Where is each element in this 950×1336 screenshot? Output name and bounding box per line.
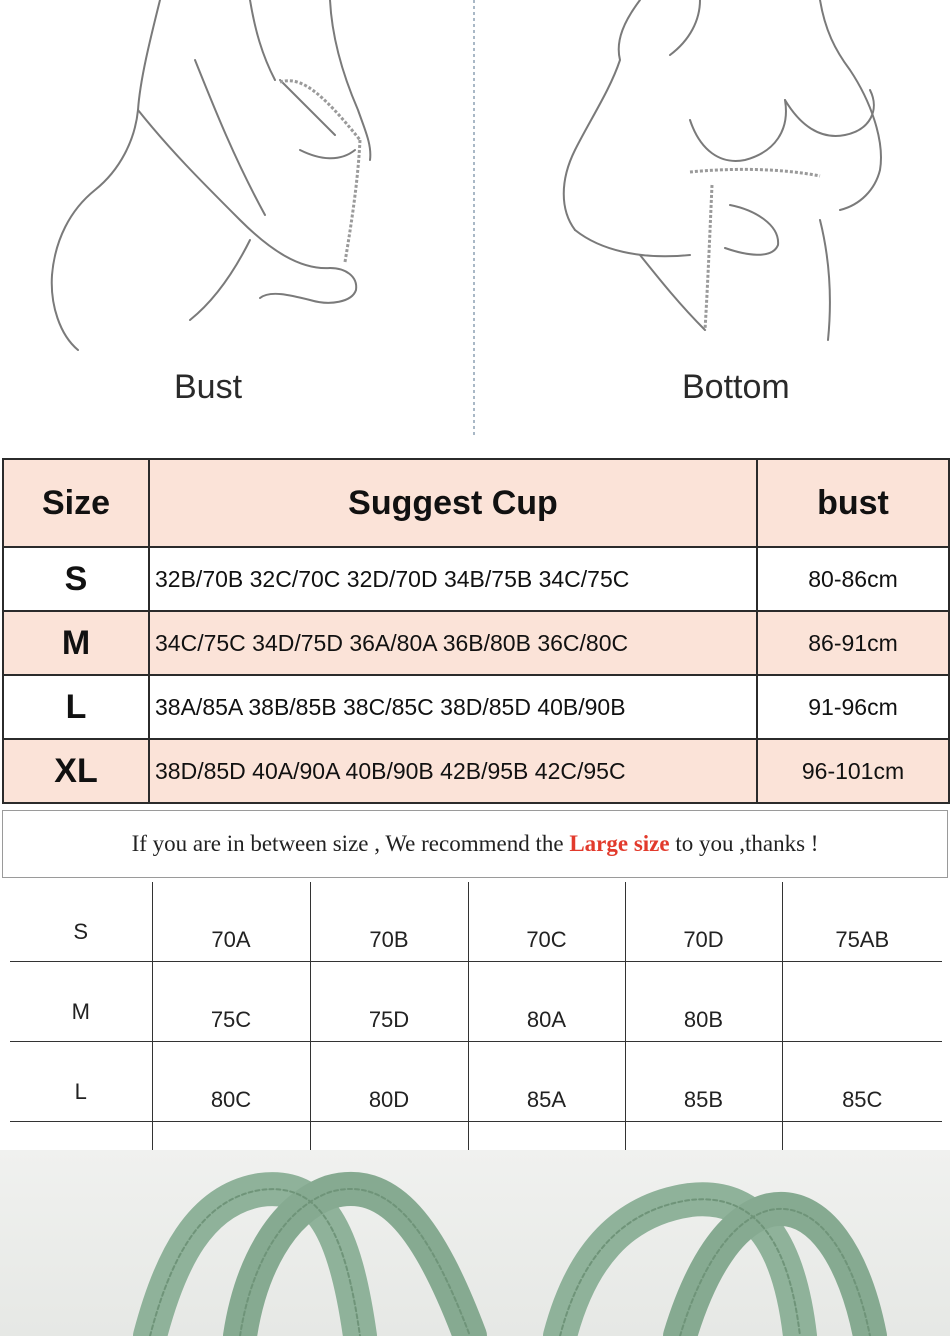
cups-cell: 38A/85A 38B/85B 38C/85C 38D/85D 40B/90B — [149, 675, 757, 739]
bust-cell: 86-91cm — [757, 611, 949, 675]
header-size: Size — [3, 459, 149, 547]
bust-cell: 91-96cm — [757, 675, 949, 739]
measurement-illustrations — [0, 0, 950, 450]
left-breast — [300, 150, 355, 158]
table-cell: S — [10, 882, 152, 962]
size-cell: XL — [3, 739, 149, 803]
left-body-outline — [52, 0, 160, 350]
right-arm — [575, 230, 690, 256]
left-shoulder-line — [250, 0, 275, 80]
cups-cell: 38D/85D 40A/90A 40B/90B 42B/95B 42C/95C — [149, 739, 757, 803]
right-breast-left — [690, 100, 786, 161]
table-row — [3, 611, 949, 675]
right-body-outline — [564, 0, 640, 230]
table-cell: 80C — [152, 1042, 310, 1122]
right-neck — [670, 0, 700, 55]
right-hip — [820, 220, 830, 340]
table-cell: 80A — [468, 962, 625, 1042]
bust-cell: 80-86cm — [757, 547, 949, 611]
table-cell: 75AB — [782, 882, 942, 962]
right-breast-right — [785, 90, 874, 136]
table-row — [10, 1042, 942, 1122]
table-cell: M — [10, 962, 152, 1042]
size-chart-header — [3, 459, 949, 547]
right-tape-band — [690, 169, 820, 176]
table-row — [3, 675, 949, 739]
left-tape-down — [345, 140, 360, 262]
right-waist — [640, 255, 705, 330]
table-row — [3, 547, 949, 611]
note-text-before: If you are in between size , We recommend the — [131, 831, 570, 856]
table-cell: 80D — [310, 1042, 468, 1122]
right-back-outline — [820, 0, 881, 210]
table-cell: 75D — [310, 962, 468, 1042]
right-hand — [725, 205, 778, 255]
left-back-outline — [330, 0, 370, 160]
cups-cell: 32B/70B 32C/70C 32D/70D 34B/75B 34C/75C — [149, 547, 757, 611]
right-tape-down — [705, 185, 712, 330]
table-row — [10, 962, 942, 1042]
bust-cell: 96-101cm — [757, 739, 949, 803]
left-chest-line — [280, 80, 335, 135]
table-cell: 70A — [152, 882, 310, 962]
left-arm-upper — [195, 60, 265, 215]
table-row — [3, 739, 949, 803]
measurement-figures — [0, 0, 950, 450]
size-cell: M — [3, 611, 149, 675]
header-suggest-cup: Suggest Cup — [149, 459, 757, 547]
left-tape-top — [280, 81, 360, 140]
table-cell: 70B — [310, 882, 468, 962]
table-cell: 70D — [625, 882, 782, 962]
table-cell: L — [10, 1042, 152, 1122]
table-cell: 85A — [468, 1042, 625, 1122]
green-straps-image — [0, 1150, 950, 1336]
table-cell: 85B — [625, 1042, 782, 1122]
left-arm-lower — [138, 110, 330, 268]
size-cell: S — [3, 547, 149, 611]
table-cell: 75C — [152, 962, 310, 1042]
table-cell: 85C — [782, 1042, 942, 1122]
table-row — [10, 882, 942, 962]
product-strap-photo — [0, 1150, 950, 1336]
bottom-label: Bottom — [682, 368, 790, 406]
table-cell: 80B — [625, 962, 782, 1042]
note-text-after: to you ,thanks ! — [669, 831, 819, 856]
cups-cell: 34C/75C 34D/75D 36A/80A 36B/80B 36C/80C — [149, 611, 757, 675]
left-hand — [260, 268, 356, 303]
size-cell: L — [3, 675, 149, 739]
left-waist — [190, 240, 250, 320]
size-chart-table — [2, 458, 950, 804]
bust-label: Bust — [174, 368, 243, 406]
header-bust: bust — [757, 459, 949, 547]
table-cell: 70C — [468, 882, 625, 962]
table-cell — [782, 962, 942, 1042]
note-highlight: Large size — [569, 831, 670, 856]
size-recommendation-note — [2, 810, 948, 878]
